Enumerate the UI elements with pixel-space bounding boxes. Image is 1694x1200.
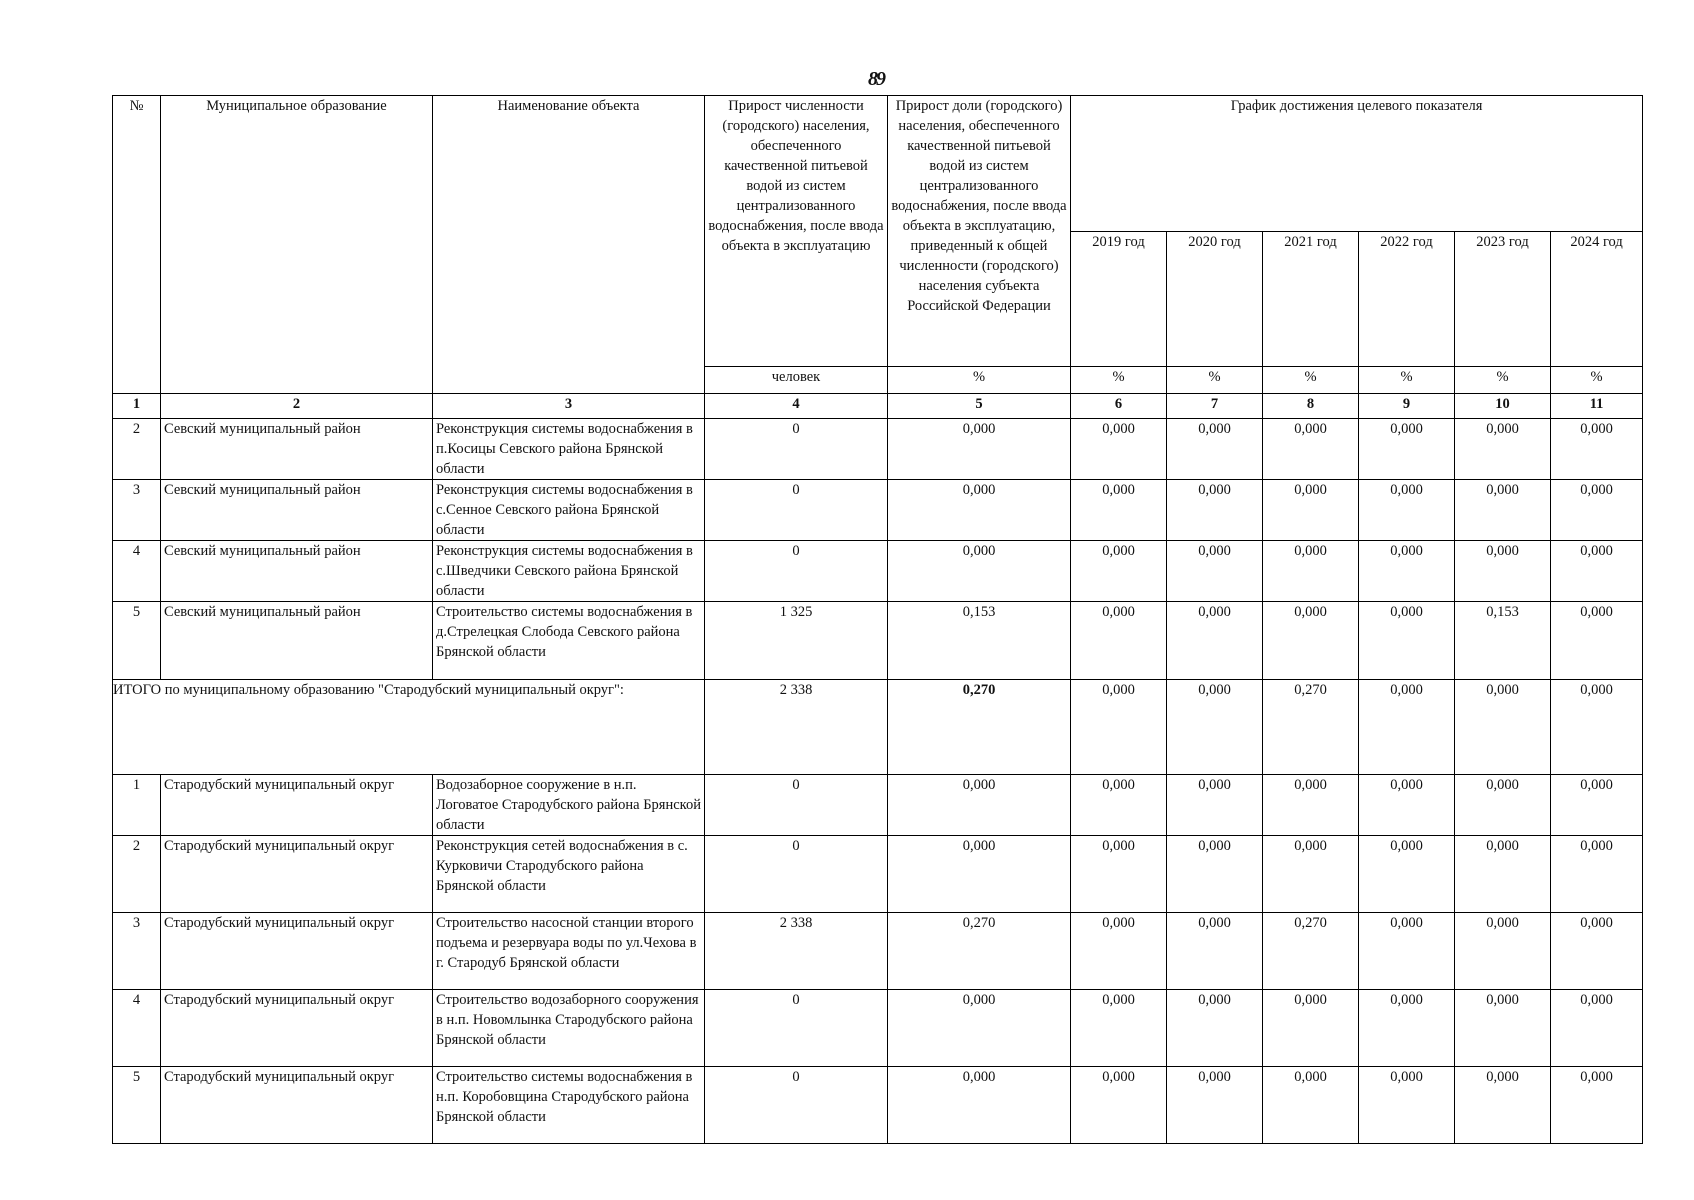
- row-year-value: 0,000: [1455, 775, 1551, 836]
- col-number: 6: [1071, 394, 1167, 419]
- row-year-value: 0,000: [1263, 836, 1359, 913]
- row-year-value: 0,000: [1551, 419, 1643, 480]
- header-year: 2022 год: [1359, 231, 1455, 367]
- row-year-value: 0,153: [1455, 602, 1551, 680]
- row-share: 0,000: [888, 1067, 1071, 1144]
- unit-people: человек: [705, 367, 888, 394]
- row-year-value: 0,000: [1263, 480, 1359, 541]
- column-numbers-row: [113, 394, 1643, 419]
- row-year-value: 0,000: [1167, 1067, 1263, 1144]
- row-year-value: 0,000: [1359, 419, 1455, 480]
- row-year-value: 0,000: [1263, 775, 1359, 836]
- row-year-value: 0,000: [1071, 836, 1167, 913]
- row-people: 0: [705, 419, 888, 480]
- row-year-value: 0,000: [1455, 541, 1551, 602]
- table-header: [113, 96, 1643, 419]
- row-municipality: Стародубский муниципальный округ: [161, 836, 433, 913]
- total-year-value: 0,000: [1359, 680, 1455, 775]
- table-row: [113, 602, 1643, 680]
- row-year-value: 0,000: [1263, 541, 1359, 602]
- col-number: 11: [1551, 394, 1643, 419]
- unit-percent: %: [1359, 367, 1455, 394]
- row-number: 3: [113, 913, 161, 990]
- unit-percent: %: [1071, 367, 1167, 394]
- row-year-value: 0,000: [1071, 419, 1167, 480]
- row-share: 0,000: [888, 836, 1071, 913]
- row-number: 5: [113, 602, 161, 680]
- row-year-value: 0,000: [1071, 541, 1167, 602]
- col-number: 4: [705, 394, 888, 419]
- table-row: [113, 775, 1643, 836]
- row-municipality: Севский муниципальный район: [161, 602, 433, 680]
- col-number: 8: [1263, 394, 1359, 419]
- row-year-value: 0,000: [1551, 602, 1643, 680]
- col-number: 9: [1359, 394, 1455, 419]
- row-year-value: 0,000: [1167, 913, 1263, 990]
- table-row: [113, 1067, 1643, 1144]
- row-year-value: 0,000: [1263, 990, 1359, 1067]
- row-municipality: Стародубский муниципальный округ: [161, 990, 433, 1067]
- row-year-value: 0,000: [1359, 480, 1455, 541]
- row-year-value: 0,000: [1359, 602, 1455, 680]
- total-year-value: 0,000: [1455, 680, 1551, 775]
- row-year-value: 0,000: [1455, 836, 1551, 913]
- row-number: 2: [113, 836, 161, 913]
- col-number: 7: [1167, 394, 1263, 419]
- row-share: 0,000: [888, 990, 1071, 1067]
- header-no: №: [113, 96, 161, 394]
- total-share: 0,270: [888, 680, 1071, 775]
- row-year-value: 0,000: [1071, 990, 1167, 1067]
- row-people: 0: [705, 541, 888, 602]
- row-year-value: 0,000: [1551, 480, 1643, 541]
- row-object-name: Реконструкция системы водоснабжения в с.Шведчики Севского района Брянской области: [433, 541, 705, 602]
- row-people: 0: [705, 990, 888, 1067]
- header-year: 2024 год: [1551, 231, 1643, 367]
- row-municipality: Севский муниципальный район: [161, 480, 433, 541]
- table-row: [113, 836, 1643, 913]
- row-municipality: Стародубский муниципальный округ: [161, 1067, 433, 1144]
- row-year-value: 0,000: [1359, 541, 1455, 602]
- header-year: 2020 год: [1167, 231, 1263, 367]
- table-row: [113, 913, 1643, 990]
- row-year-value: 0,000: [1167, 602, 1263, 680]
- row-number: 3: [113, 480, 161, 541]
- total-year-value: 0,000: [1167, 680, 1263, 775]
- row-year-value: 0,000: [1263, 602, 1359, 680]
- row-object-name: Строительство системы водоснабжения в н.п. Коробовщина Стародубского района Брянской области: [433, 1067, 705, 1144]
- row-people: 0: [705, 1067, 888, 1144]
- row-municipality: Севский муниципальный район: [161, 541, 433, 602]
- row-year-value: 0,000: [1167, 836, 1263, 913]
- row-year-value: 0,000: [1455, 990, 1551, 1067]
- row-year-value: 0,000: [1359, 836, 1455, 913]
- row-year-value: 0,000: [1455, 480, 1551, 541]
- unit-percent: %: [888, 367, 1071, 394]
- row-share: 0,000: [888, 541, 1071, 602]
- row-object-name: Водозаборное сооружение в н.п. Логоватое Стародубского района Брянской области: [433, 775, 705, 836]
- row-people: 0: [705, 775, 888, 836]
- row-year-value: 0,000: [1071, 480, 1167, 541]
- row-year-value: 0,000: [1167, 990, 1263, 1067]
- row-people: 0: [705, 480, 888, 541]
- total-year-value: 0,000: [1551, 680, 1643, 775]
- row-year-value: 0,000: [1263, 419, 1359, 480]
- unit-percent: %: [1263, 367, 1359, 394]
- row-year-value: 0,000: [1167, 419, 1263, 480]
- row-object-name: Строительство насосной станции второго подъема и резервуара воды по ул.Чехова в г. Стародуб Брянской области: [433, 913, 705, 990]
- row-people: 0: [705, 836, 888, 913]
- row-year-value: 0,000: [1263, 1067, 1359, 1144]
- row-year-value: 0,000: [1551, 775, 1643, 836]
- row-year-value: 0,000: [1167, 775, 1263, 836]
- row-year-value: 0,000: [1551, 836, 1643, 913]
- row-object-name: Реконструкция сетей водоснабжения в с. Курковичи Стародубского района Брянской области: [433, 836, 705, 913]
- row-object-name: Реконструкция системы водоснабжения в п.Косицы Севского района Брянской области: [433, 419, 705, 480]
- total-label: ИТОГО по муниципальному образованию "Стародубский муниципальный округ":: [113, 680, 705, 775]
- row-people: 1 325: [705, 602, 888, 680]
- table-row: [113, 419, 1643, 480]
- col-number: 2: [161, 394, 433, 419]
- row-year-value: 0,000: [1359, 1067, 1455, 1144]
- unit-percent: %: [1455, 367, 1551, 394]
- row-year-value: 0,000: [1359, 913, 1455, 990]
- table-row: [113, 541, 1643, 602]
- row-number: 4: [113, 541, 161, 602]
- row-year-value: 0,000: [1359, 775, 1455, 836]
- row-municipality: Стародубский муниципальный округ: [161, 913, 433, 990]
- sevsk-rows: [113, 419, 1643, 680]
- starodub-rows: [113, 775, 1643, 1144]
- row-year-value: 0,000: [1551, 990, 1643, 1067]
- row-year-value: 0,000: [1071, 602, 1167, 680]
- row-share: 0,000: [888, 419, 1071, 480]
- row-year-value: 0,000: [1551, 1067, 1643, 1144]
- row-people: 2 338: [705, 913, 888, 990]
- row-number: 4: [113, 990, 161, 1067]
- row-year-value: 0,000: [1455, 419, 1551, 480]
- row-object-name: Реконструкция системы водоснабжения в с.Сенное Севского района Брянской области: [433, 480, 705, 541]
- row-year-value: 0,000: [1167, 541, 1263, 602]
- total-row: [113, 680, 1643, 775]
- row-object-name: Строительство водозаборного сооружения в н.п. Новомлынка Стародубского района Брянской области: [433, 990, 705, 1067]
- header-schedule: График достижения целевого показателя: [1071, 96, 1643, 232]
- col-number: 1: [113, 394, 161, 419]
- row-year-value: 0,000: [1071, 913, 1167, 990]
- header-year: 2021 год: [1263, 231, 1359, 367]
- row-year-value: 0,000: [1455, 1067, 1551, 1144]
- row-year-value: 0,000: [1071, 775, 1167, 836]
- row-year-value: 0,000: [1071, 1067, 1167, 1144]
- row-municipality: Севский муниципальный район: [161, 419, 433, 480]
- table-row: [113, 480, 1643, 541]
- total-section: [113, 680, 1643, 775]
- total-year-value: 0,270: [1263, 680, 1359, 775]
- unit-percent: %: [1551, 367, 1643, 394]
- row-municipality: Стародубский муниципальный округ: [161, 775, 433, 836]
- row-year-value: 0,000: [1167, 480, 1263, 541]
- row-number: 5: [113, 1067, 161, 1144]
- row-share: 0,270: [888, 913, 1071, 990]
- page-number: 89: [868, 68, 884, 90]
- row-share: 0,000: [888, 775, 1071, 836]
- header-object: Наименование объекта: [433, 96, 705, 394]
- row-share: 0,000: [888, 480, 1071, 541]
- row-number: 2: [113, 419, 161, 480]
- total-people: 2 338: [705, 680, 888, 775]
- table-row: [113, 990, 1643, 1067]
- total-year-value: 0,000: [1071, 680, 1167, 775]
- unit-percent: %: [1167, 367, 1263, 394]
- header-municipality: Муниципальное образование: [161, 96, 433, 394]
- col-number: 5: [888, 394, 1071, 419]
- row-number: 1: [113, 775, 161, 836]
- row-share: 0,153: [888, 602, 1071, 680]
- header-share: Прирост доли (городского) населения, обеспеченного качественной питьевой водой из систем централизованного водоснабжения, после ввода объекта в эксплуатацию, приведенный к общей численности (городского) населения субъекта Российской Федерации: [888, 96, 1071, 367]
- header-year: 2023 год: [1455, 231, 1551, 367]
- row-year-value: 0,000: [1551, 541, 1643, 602]
- col-number: 10: [1455, 394, 1551, 419]
- row-object-name: Строительство системы водоснабжения в д.Стрелецкая Слобода Севского района Брянской области: [433, 602, 705, 680]
- row-year-value: 0,000: [1359, 990, 1455, 1067]
- row-year-value: 0,000: [1551, 913, 1643, 990]
- col-number: 3: [433, 394, 705, 419]
- row-year-value: 0,270: [1263, 913, 1359, 990]
- target-indicator-table: [112, 95, 1643, 1144]
- header-year: 2019 год: [1071, 231, 1167, 367]
- header-population: Прирост численности (городского) населения, обеспеченного качественной питьевой водой из систем централизованного водоснабжения, после ввода объекта в эксплуатацию: [705, 96, 888, 367]
- row-year-value: 0,000: [1455, 913, 1551, 990]
